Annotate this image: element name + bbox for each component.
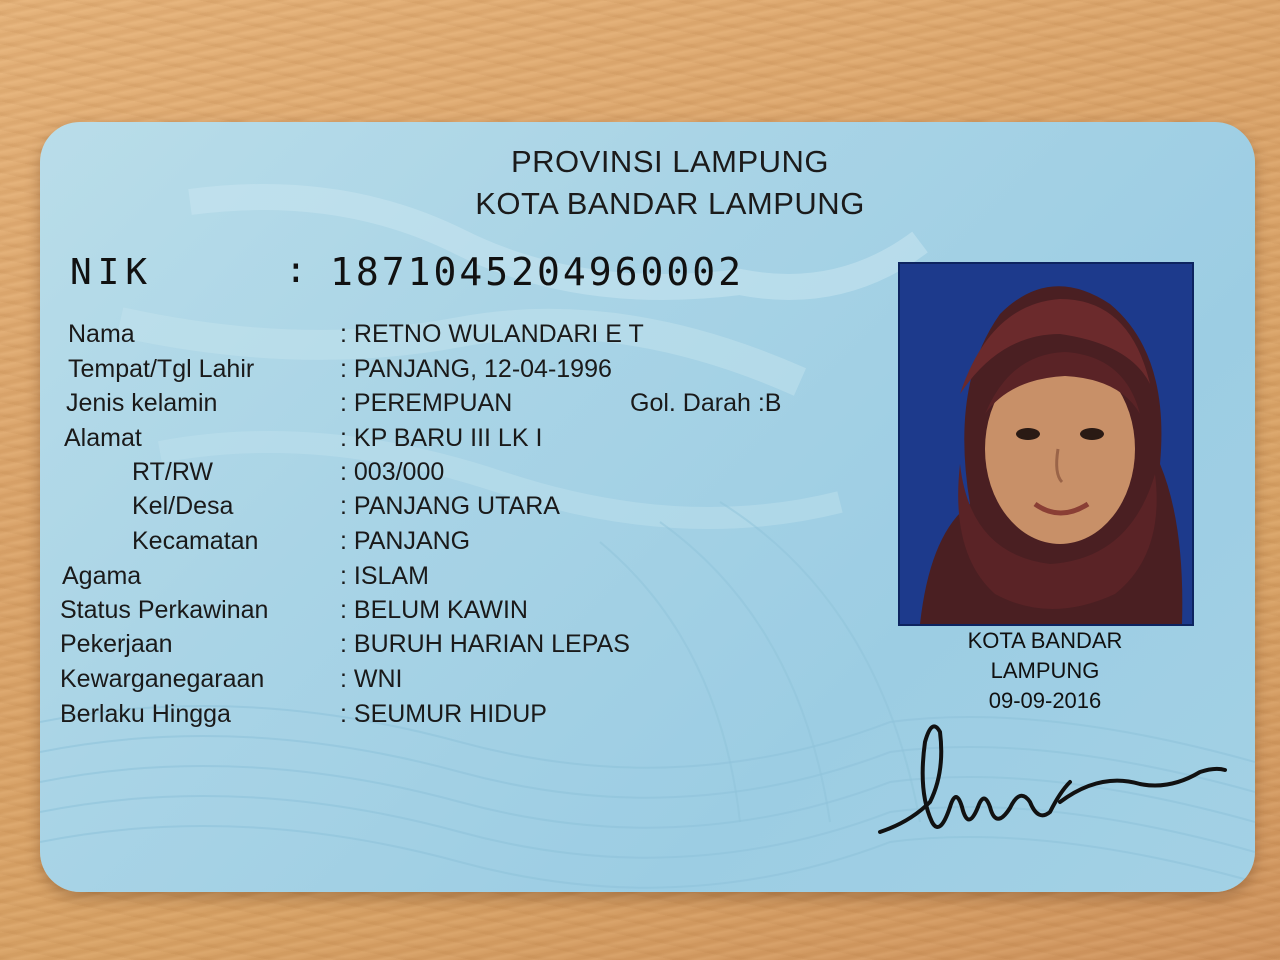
field-label: Status Perkawinan — [60, 596, 269, 624]
field-value: : BURUH HARIAN LEPAS — [340, 630, 630, 658]
issue-place-line1: KOTA BANDAR — [967, 628, 1123, 653]
field-value: : 003/000 — [340, 458, 445, 486]
field-label: Kewarganegaraan — [60, 665, 265, 693]
field-label: Pekerjaan — [60, 630, 173, 658]
field-value: : RETNO WULANDARI E T — [340, 320, 644, 348]
field-label: Nama — [68, 320, 135, 348]
province-title: PROVINSI LAMPUNG — [510, 144, 830, 179]
field-row-kel-desa — [40, 492, 920, 526]
field-label: Kel/Desa — [132, 492, 234, 520]
field-value: : PANJANG, 12-04-1996 — [340, 355, 612, 383]
field-row-berlaku-hingga — [40, 700, 920, 734]
nik-value: 1871045204960002 — [330, 250, 745, 294]
nik-label: NIK — [70, 252, 154, 293]
field-row-alamat — [40, 424, 920, 458]
field-value: : PANJANG — [340, 527, 471, 555]
field-row-pekerjaan — [40, 630, 920, 664]
field-label: Kecamatan — [132, 527, 259, 555]
blood-type: Gol. Darah :B — [630, 389, 782, 417]
field-row-kewarganegaraan — [40, 665, 920, 699]
field-value: : WNI — [340, 665, 403, 693]
city-title: KOTA BANDAR LAMPUNG — [475, 186, 865, 221]
field-label: RT/RW — [132, 458, 214, 486]
field-value: : ISLAM — [340, 562, 429, 590]
field-row-status-perkawinan — [40, 596, 920, 630]
id-card — [40, 122, 1255, 892]
field-row-agama — [40, 562, 920, 596]
field-label: Berlaku Hingga — [60, 700, 231, 728]
field-row-jenis-kelamin — [40, 389, 920, 423]
portrait-photo — [898, 262, 1194, 626]
field-label: Jenis kelamin — [66, 389, 218, 417]
field-row-nama — [40, 320, 920, 354]
nik-colon: : — [285, 250, 307, 291]
field-value: : BELUM KAWIN — [340, 596, 528, 624]
field-row-kecamatan — [40, 527, 920, 561]
field-value: : KP BARU III LK I — [340, 424, 543, 452]
field-label: Alamat — [64, 424, 142, 452]
field-row-tempat-tgl-lahir — [40, 355, 920, 389]
issue-place-line2: LAMPUNG — [990, 658, 1100, 683]
field-row-rt-rw — [40, 458, 920, 492]
issue-date: 09-09-2016 — [988, 688, 1102, 713]
field-value: : PANJANG UTARA — [340, 492, 560, 520]
field-label: Agama — [62, 562, 142, 590]
field-value: : PEREMPUAN — [340, 389, 513, 417]
signature — [870, 712, 1230, 862]
field-label: Tempat/Tgl Lahir — [68, 355, 255, 383]
field-value: : SEUMUR HIDUP — [340, 700, 547, 728]
